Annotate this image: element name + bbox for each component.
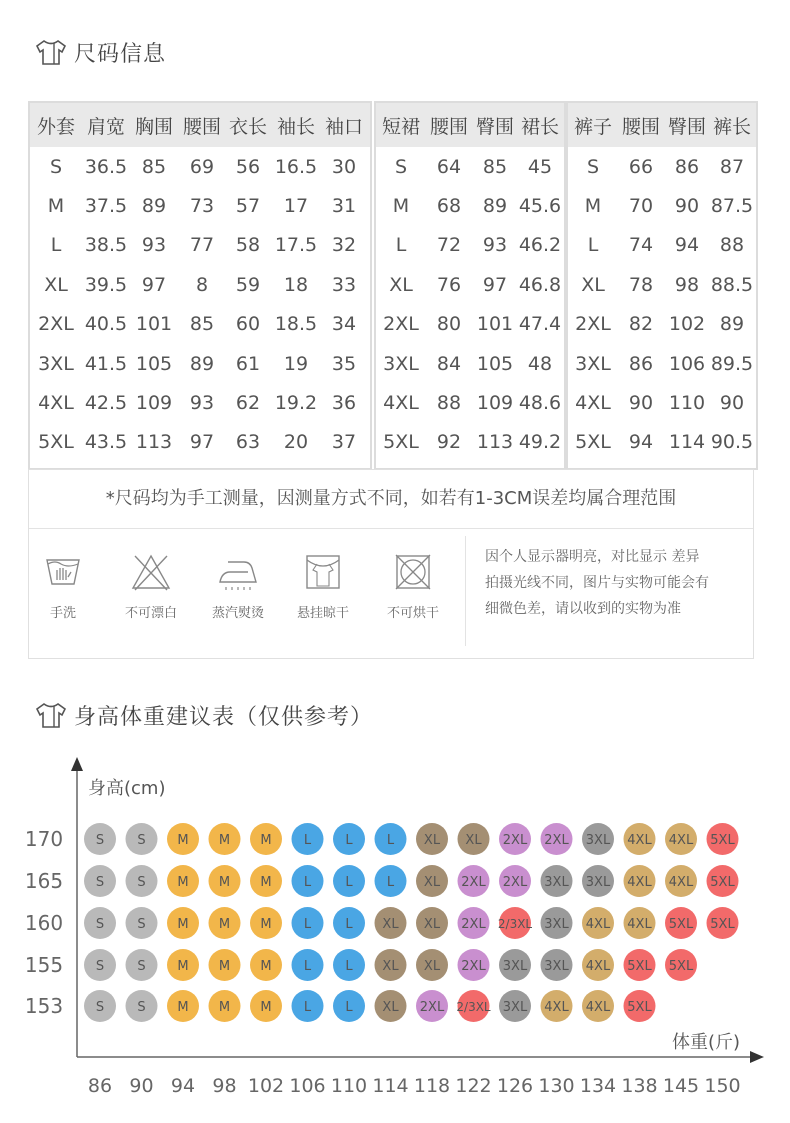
table-row [376,344,564,383]
value-cell: 88 [719,234,745,257]
care-label: 蒸汽熨烫 [211,606,264,621]
size-label: M [218,1000,231,1015]
value-cell: 101 [135,313,173,336]
value-cell: 105 [476,352,514,375]
care-info-box [28,469,754,659]
size-cell: S [394,155,408,178]
size-cell: 3XL [575,352,611,375]
size-cell: M [392,195,410,218]
size-label: 2XL [419,1000,445,1015]
value-cell: 90 [628,392,654,415]
size-label: M [260,917,272,932]
table-row [568,423,756,462]
value-cell: 90 [674,195,700,218]
value-cell: 93 [189,392,215,415]
size-label: XL [423,959,441,974]
size-label: XL [465,833,482,848]
value-cell: 47.4 [518,313,562,336]
size-cell: XL [389,273,413,296]
header-cell: 腰围 [182,115,221,138]
value-cell: 114 [668,431,706,454]
size-label: 3XL [502,1000,528,1015]
value-cell: 48 [527,352,553,375]
value-cell: 17 [283,195,309,218]
size-label: XL [382,959,399,974]
size-label: 4XL [627,833,652,848]
size-label: L [345,875,353,890]
size-label: XL [423,833,441,848]
header-cell: 裤长 [712,115,751,138]
value-cell: 19 [283,352,309,375]
size-cell: 2XL [575,313,611,336]
x-tick-label: 86 [87,1075,113,1097]
value-cell: 45.6 [518,195,562,218]
table-row [376,226,564,265]
header-cell: 袖长 [276,115,315,138]
size-label: M [177,833,189,848]
size-label: 3XL [585,875,611,890]
table-row [30,186,370,225]
height-weight-title: 身高体重建议表（仅供参考） [74,704,374,730]
value-cell: 56 [235,155,261,178]
size-label: M [177,875,189,890]
size-cell: 5XL [383,431,419,454]
shirt-icon [34,37,68,67]
size-cell: 4XL [575,392,611,415]
size-label: 4XL [668,833,694,848]
hang-dry-icon [301,550,345,594]
table-row [568,226,756,265]
value-cell: 93 [482,234,508,257]
value-cell: 33 [331,273,357,296]
size-label: 5XL [710,833,735,848]
y-tick-label: 155 [24,953,64,977]
size-cell: L [395,234,407,257]
y-tick-label: 160 [24,911,64,935]
y-axis-arrow [71,757,83,771]
value-cell: 88.5 [710,273,754,296]
size-label: 5XL [627,1000,652,1015]
size-label: 2/3XL [497,917,533,931]
size-label: L [345,917,353,932]
value-cell: 89 [141,195,167,218]
value-cell: 18 [283,273,309,296]
size-label: M [260,1000,272,1015]
size-info-heading [34,34,166,70]
size-label: 4XL [668,875,694,890]
measurement-note: *尺码均为手工测量，因测量方式不同，如若有1-3CM误差均属合理范围 [29,470,753,529]
care-label: 不可漂白 [124,606,177,621]
value-cell: 70 [628,195,654,218]
care-item-hang-dry [283,550,363,621]
size-cell: XL [44,273,68,296]
table-row [30,344,370,383]
size-label: 3XL [585,833,611,848]
value-cell: 46.8 [518,273,562,296]
header-cell: 裤子 [573,115,612,138]
x-tick-label: 122 [455,1075,492,1097]
table-row [376,186,564,225]
size-label: S [95,1000,105,1015]
size-label: 2XL [461,959,486,974]
table-row [30,305,370,344]
size-label: L [303,917,312,932]
size-label: 5XL [627,959,652,974]
size-label: 2XL [461,917,486,932]
size-label: M [177,1000,189,1015]
value-cell: 98 [674,273,700,296]
value-cell: 59 [235,273,261,296]
skirt-size-table [374,101,566,470]
x-axis-label: 体重(斤) [671,1032,740,1053]
x-tick-label: 134 [579,1075,617,1097]
x-tick-label: 114 [372,1075,409,1097]
value-cell: 60 [235,313,261,336]
hand-wash-icon [41,550,85,594]
size-label: 4XL [544,1000,569,1015]
care-label: 悬挂晾干 [296,606,349,621]
size-cell: 5XL [575,431,611,454]
value-cell: 78 [628,273,654,296]
header-cell: 外套 [36,115,75,138]
size-info-title: 尺码信息 [74,41,167,67]
size-label: 2XL [502,875,528,890]
size-label: S [137,917,146,932]
size-label: 2XL [502,833,528,848]
value-cell: 89 [189,352,215,375]
care-item-steam-iron [198,550,278,621]
table-row [30,226,370,265]
value-cell: 76 [436,273,462,296]
value-cell: 16.5 [274,155,318,178]
value-cell: 69 [189,155,215,178]
value-cell: 89 [482,195,508,218]
value-cell: 88 [436,392,462,415]
size-label: S [95,875,105,890]
note-line: 细微色差，请以收到的实物为准 [485,601,681,617]
header-cell: 腰围 [429,115,468,138]
value-cell: 73 [189,195,215,218]
y-tick-label: 170 [24,827,64,851]
value-cell: 39.5 [84,273,128,296]
size-cell: 3XL [383,352,419,375]
note-line: 因个人显示器明亮，对比显示 差异 [485,549,700,565]
value-cell: 86 [674,155,700,178]
table-row [376,383,564,422]
value-cell: 94 [674,234,700,257]
x-tick-label: 130 [538,1075,575,1097]
jacket-size-table [28,101,372,470]
size-label: 4XL [585,1000,611,1015]
value-cell: 87 [719,155,745,178]
header-cell: 臀围 [475,115,514,138]
value-cell: 102 [668,313,706,336]
table-row [376,305,564,344]
value-cell: 109 [476,392,514,415]
size-label: M [260,875,272,890]
size-label: M [260,833,272,848]
size-label: 3XL [544,959,569,974]
y-axis-label: 身高(cm) [88,778,166,799]
value-cell: 35 [331,352,357,375]
value-cell: 97 [189,431,215,454]
value-cell: 61 [235,352,261,375]
care-label: 不可烘干 [386,606,439,621]
size-label: M [218,833,231,848]
size-cell: 2XL [38,313,74,336]
size-label: S [95,833,105,848]
size-label: 4XL [585,959,611,974]
y-tick-label: 153 [24,994,64,1018]
value-cell: 90 [719,392,745,415]
value-cell: 74 [628,234,654,257]
size-cell: M [47,195,65,218]
size-label: 4XL [627,875,652,890]
table-row [376,423,564,462]
value-cell: 113 [135,431,173,454]
value-cell: 85 [482,155,508,178]
table-row [30,147,370,186]
size-label: 2/3XL [456,1000,491,1014]
size-label: 5XL [668,959,694,974]
header-cell: 肩宽 [86,115,125,138]
y-tick-label: 165 [24,869,64,893]
value-cell: 113 [476,431,514,454]
value-cell: 106 [668,352,706,375]
value-cell: 110 [668,392,706,415]
size-label: 5XL [710,917,735,932]
value-cell: 49.2 [518,431,562,454]
value-cell: 97 [482,273,508,296]
x-tick-label: 94 [170,1075,196,1097]
x-tick-label: 102 [247,1075,285,1097]
header-cell: 袖口 [324,115,363,138]
value-cell: 36.5 [84,155,128,178]
care-divider [465,536,466,646]
size-label: L [303,875,312,890]
value-cell: 68 [436,195,462,218]
size-cell: 4XL [383,392,419,415]
table-header [30,103,370,147]
header-cell: 腰围 [621,115,660,138]
value-cell: 42.5 [84,392,128,415]
size-label: M [177,959,189,974]
value-cell: 86 [628,352,654,375]
size-cell: XL [581,273,605,296]
value-cell: 18.5 [274,313,318,336]
value-cell: 58 [235,234,261,257]
value-cell: 92 [436,431,462,454]
care-item-no-bleach [111,550,191,621]
x-tick-label: 90 [129,1075,154,1097]
color-difference-note [485,544,755,622]
value-cell: 37 [331,431,357,454]
x-tick-label: 106 [289,1075,326,1097]
size-label: L [386,875,395,890]
header-cell: 胸围 [134,115,173,138]
value-cell: 36 [331,392,357,415]
table-row [568,344,756,383]
shirt-icon [34,700,68,730]
size-label: L [345,959,353,974]
x-tick-label: 126 [496,1075,534,1097]
x-tick-label: 138 [621,1075,658,1097]
size-label: S [137,1000,146,1015]
value-cell: 57 [235,195,261,218]
value-cell: 41.5 [84,352,128,375]
height-weight-heading [34,697,373,733]
size-cell: L [587,234,599,257]
value-cell: 97 [141,273,167,296]
value-cell: 8 [195,273,209,296]
value-cell: 101 [476,313,514,336]
size-label: 4XL [627,917,652,932]
size-label: S [137,875,146,890]
height-weight-chart [0,740,790,1123]
value-cell: 77 [189,234,215,257]
header-cell: 裙长 [520,115,559,138]
table-row [30,423,370,462]
size-cell: M [584,195,602,218]
value-cell: 34 [331,313,357,336]
value-cell: 37.5 [84,195,128,218]
x-tick-label: 145 [662,1075,700,1097]
value-cell: 90.5 [710,431,754,454]
size-cell: L [50,234,62,257]
value-cell: 20 [283,431,309,454]
size-label: L [303,959,312,974]
size-label: XL [423,917,441,932]
value-cell: 63 [235,431,261,454]
value-cell: 105 [135,352,173,375]
size-label: 5XL [668,917,694,932]
x-axis-arrow [750,1051,764,1063]
value-cell: 43.5 [84,431,128,454]
table-row [568,383,756,422]
value-cell: 66 [628,155,654,178]
value-cell: 32 [331,234,357,257]
value-cell: 109 [135,392,173,415]
size-label: L [345,1000,353,1015]
size-label: XL [382,1000,399,1015]
size-label: XL [423,875,441,890]
table-row [376,265,564,304]
value-cell: 87.5 [710,195,754,218]
value-cell: 84 [436,352,462,375]
size-cell: 3XL [38,352,74,375]
size-label: XL [382,917,399,932]
x-tick-label: 98 [212,1075,237,1097]
value-cell: 30 [331,155,357,178]
value-cell: 89.5 [710,352,754,375]
size-cell: 5XL [38,431,74,454]
steam-iron-icon [216,550,260,594]
table-row [30,383,370,422]
value-cell: 40.5 [84,313,128,336]
value-cell: 62 [235,392,261,415]
care-label: 手洗 [49,606,76,621]
size-label: 2XL [461,875,486,890]
size-label: L [386,833,395,848]
table-row [30,265,370,304]
size-label: 4XL [585,917,611,932]
size-label: 2XL [544,833,569,848]
header-cell: 衣长 [228,115,267,138]
size-cell: S [49,155,63,178]
value-cell: 38.5 [84,234,128,257]
size-label: 3XL [544,875,569,890]
size-label: S [137,959,146,974]
size-label: L [303,1000,312,1015]
size-cell: S [586,155,600,178]
table-row [568,305,756,344]
header-cell: 臀围 [667,115,706,138]
pants-size-table [566,101,758,470]
size-label: S [137,833,146,848]
size-label: L [303,833,312,848]
value-cell: 19.2 [274,392,318,415]
header-cell: 短裙 [381,115,420,138]
value-cell: 72 [436,234,462,257]
note-line: 拍摄光线不同，图片与实物可能会有 [485,575,709,591]
size-label: 5XL [710,875,735,890]
value-cell: 48.6 [518,392,562,415]
table-row [568,147,756,186]
size-label: 3XL [544,917,569,932]
size-label: M [218,875,231,890]
value-cell: 82 [628,313,654,336]
x-tick-label: 118 [413,1075,451,1097]
size-label: 3XL [502,959,528,974]
table-header [376,103,564,147]
value-cell: 85 [141,155,167,178]
size-label: M [260,959,272,974]
value-cell: 31 [331,195,357,218]
x-tick-label: 110 [330,1075,368,1097]
size-label: S [95,959,105,974]
value-cell: 93 [141,234,167,257]
care-item-hand-wash [23,550,103,621]
value-cell: 80 [436,313,462,336]
care-item-no-tumble-dry [373,550,453,621]
size-label: M [218,917,231,932]
table-header [568,103,756,147]
no-tumble-dry-icon [391,550,435,594]
size-label: S [95,917,105,932]
value-cell: 64 [436,155,462,178]
table-row [376,147,564,186]
size-label: M [218,959,231,974]
value-cell: 45 [527,155,553,178]
table-row [568,186,756,225]
size-label: M [177,917,189,932]
size-label: L [345,833,353,848]
value-cell: 46.2 [518,234,562,257]
no-bleach-icon [129,550,173,594]
x-tick-label: 150 [704,1075,741,1097]
value-cell: 85 [189,313,215,336]
table-row [568,265,756,304]
value-cell: 17.5 [274,234,318,257]
size-cell: 2XL [383,313,419,336]
value-cell: 89 [719,313,745,336]
value-cell: 94 [628,431,654,454]
size-cell: 4XL [38,392,74,415]
